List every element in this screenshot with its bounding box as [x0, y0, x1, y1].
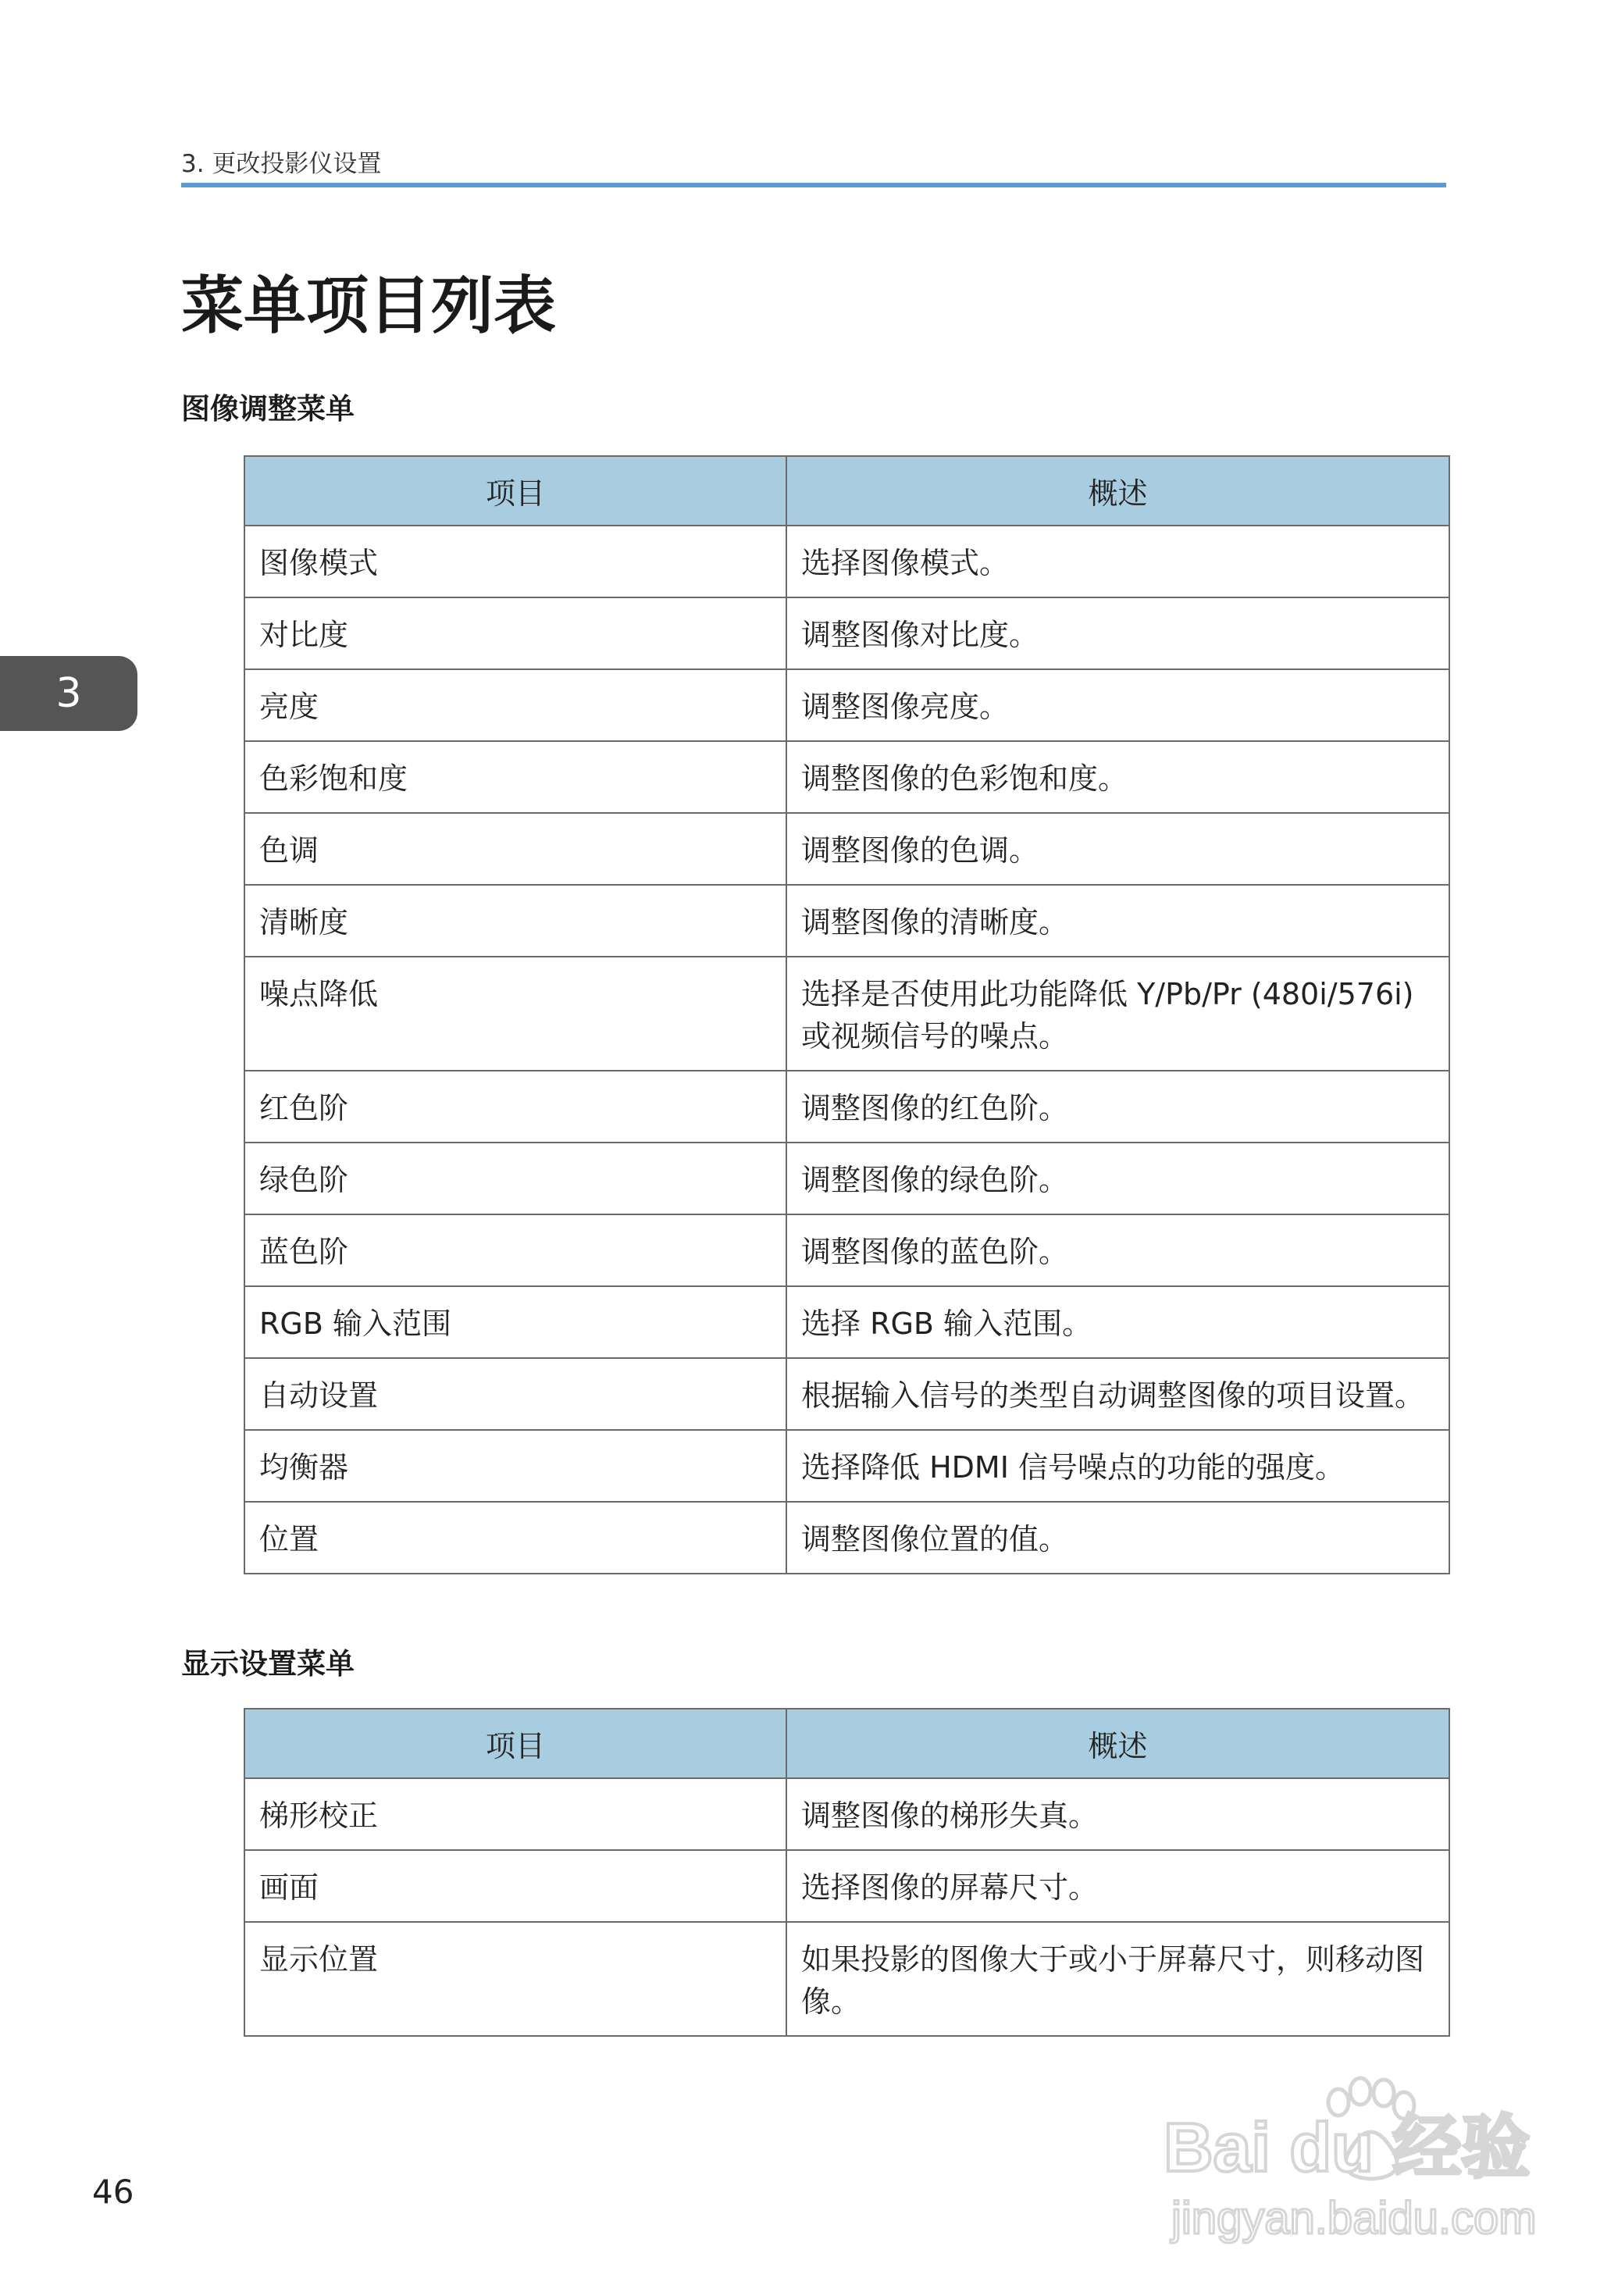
summary-cell: 调整图像的清晰度。	[786, 885, 1449, 957]
summary-cell: 调整图像亮度。	[786, 669, 1449, 741]
item-cell: 清晰度	[244, 885, 786, 957]
page-number: 46	[92, 2173, 134, 2211]
watermark-url-text: jingyan.baidu.com	[1171, 2193, 1537, 2244]
table-row	[244, 813, 1449, 885]
table-row	[244, 957, 1449, 1071]
table-row	[244, 1286, 1449, 1358]
display-settings-menu-table	[244, 1708, 1450, 2037]
column-header-item: 项目	[244, 1709, 786, 1778]
table-row	[244, 1358, 1449, 1430]
item-cell: 自动设置	[244, 1358, 786, 1430]
baidu-jingyan-watermark	[1156, 2062, 1562, 2265]
summary-cell: 调整图像位置的值。	[786, 1502, 1449, 1574]
summary-cell: 调整图像的梯形失真。	[786, 1778, 1449, 1850]
item-cell: 红色阶	[244, 1071, 786, 1143]
summary-cell: 调整图像的蓝色阶。	[786, 1214, 1449, 1286]
item-cell: 色彩饱和度	[244, 741, 786, 813]
table-row	[244, 1850, 1449, 1922]
table-row	[244, 1778, 1449, 1850]
summary-cell: 选择图像的屏幕尺寸。	[786, 1850, 1449, 1922]
summary-cell: 调整图像的色彩饱和度。	[786, 741, 1449, 813]
section-heading-image-adjust: 图像调整菜单	[181, 392, 355, 426]
summary-cell: 如果投影的图像大于或小于屏幕尺寸，则移动图像。	[786, 1922, 1449, 2036]
column-header-summary: 概述	[786, 456, 1449, 526]
watermark-brand-text: Bai du 经验	[1164, 2109, 1531, 2186]
item-cell: 位置	[244, 1502, 786, 1574]
table-row	[244, 885, 1449, 957]
table-row	[244, 1143, 1449, 1214]
item-cell: 图像模式	[244, 526, 786, 597]
summary-cell: 调整图像对比度。	[786, 597, 1449, 669]
item-cell: 蓝色阶	[244, 1214, 786, 1286]
item-cell: RGB 输入范围	[244, 1286, 786, 1358]
summary-cell: 调整图像的色调。	[786, 813, 1449, 885]
summary-cell: 调整图像的红色阶。	[786, 1071, 1449, 1143]
running-header: 3. 更改投影仪设置	[181, 150, 382, 178]
summary-cell: 选择 RGB 输入范围。	[786, 1286, 1449, 1358]
item-cell: 均衡器	[244, 1430, 786, 1502]
table-row	[244, 1430, 1449, 1502]
item-cell: 梯形校正	[244, 1778, 786, 1850]
item-cell: 对比度	[244, 597, 786, 669]
table-row	[244, 669, 1449, 741]
column-header-summary: 概述	[786, 1709, 1449, 1778]
table-row	[244, 741, 1449, 813]
table-row	[244, 1922, 1449, 2036]
item-cell: 显示位置	[244, 1922, 786, 2036]
page-title: 菜单项目列表	[181, 269, 556, 342]
table-row	[244, 1071, 1449, 1143]
table-header-row	[244, 1709, 1449, 1778]
header-rule	[181, 183, 1446, 187]
item-cell: 色调	[244, 813, 786, 885]
table-header-row	[244, 456, 1449, 526]
table-row	[244, 526, 1449, 597]
item-cell: 噪点降低	[244, 957, 786, 1071]
summary-cell: 根据输入信号的类型自动调整图像的项目设置。	[786, 1358, 1449, 1430]
table-row	[244, 1214, 1449, 1286]
table-row	[244, 597, 1449, 669]
item-cell: 亮度	[244, 669, 786, 741]
chapter-side-tab: 3	[0, 656, 137, 731]
section-heading-display-settings: 显示设置菜单	[181, 1647, 355, 1681]
image-adjust-menu-table	[244, 455, 1450, 1574]
summary-cell: 选择图像模式。	[786, 526, 1449, 597]
table-row	[244, 1502, 1449, 1574]
summary-cell: 选择降低 HDMI 信号噪点的功能的强度。	[786, 1430, 1449, 1502]
item-cell: 画面	[244, 1850, 786, 1922]
summary-cell: 选择是否使用此功能降低 Y/Pb/Pr (480i/576i)或视频信号的噪点。	[786, 957, 1449, 1071]
summary-cell: 调整图像的绿色阶。	[786, 1143, 1449, 1214]
column-header-item: 项目	[244, 456, 786, 526]
item-cell: 绿色阶	[244, 1143, 786, 1214]
